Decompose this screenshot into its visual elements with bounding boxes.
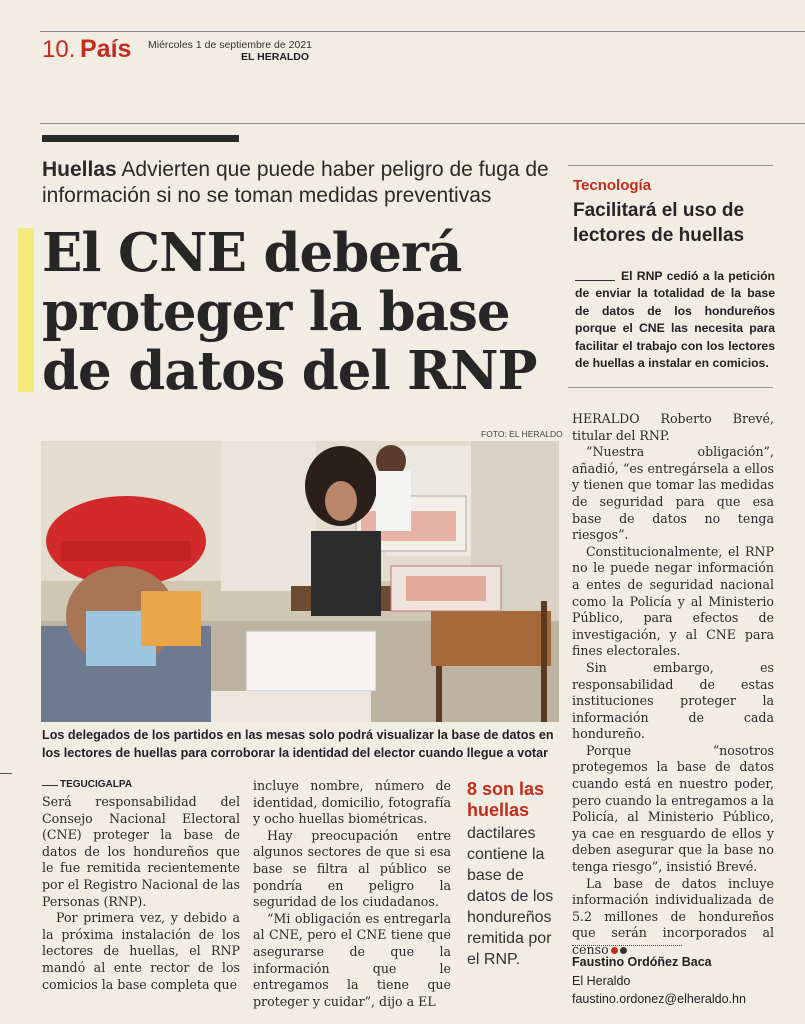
byline-divider: [572, 945, 682, 946]
highlighter-mark: [18, 228, 34, 392]
margin-mark: [0, 773, 12, 774]
section-bar: [42, 135, 239, 142]
newspaper-name: EL HERALDO: [241, 51, 310, 63]
paragraph: HERALDO Roberto Brevé, titular del RNP.: [572, 411, 774, 443]
paragraph: Sin embargo, es responsabilidad de estas instituciones proteger la información de cada hondureño.: [572, 659, 774, 742]
sidebar-lead: El RNP cedió a la petición de enviar la totalidad de la base de datos de los hondureños porque el CNE las necesita para facilitar el trabajo con los lectores de huellas a instalar en comicios.: [575, 269, 775, 371]
section-name: País: [80, 35, 132, 63]
end-mark-icon: [611, 947, 618, 954]
article-column-1: [42, 794, 240, 993]
paragraph: Constitucionalmente, el RNP no le puede negar información a entes de seguridad nacional como la Policía y al Ministerio Público, para efectos de investigación, y al CNE para fines electorales.: [572, 543, 774, 659]
sidebar-top-rule: [568, 165, 773, 166]
sidebar-title: Facilitará el uso de lectores de huellas: [573, 200, 745, 246]
photo-caption: Los delegados de los partidos en las mesas solo podrá visualizar la base de datos en los lectores de huellas para corroborar la identidad del elector cuando llegue a votar: [42, 728, 554, 760]
publication-date: Miércoles 1 de septiembre de 2021: [148, 39, 313, 51]
paragraph: incluye nombre, número de identidad, domicilio, fotografía y ocho huellas biométricas.: [253, 778, 451, 827]
sidebar-bottom-rule: [568, 387, 773, 388]
top-rule: [40, 31, 805, 32]
kicker-text: Advierten que puede haber peligro de fuga de información si no se toman medidas preventivas: [42, 158, 549, 207]
paragraph: Por primera vez, y debido a la próxima instalación de los lectores de huellas, el RNP mandó al ente rector de los comicios la base completa que: [42, 910, 240, 992]
pull-quote-title: 8 son las huellas: [467, 779, 545, 820]
paragraph: “Nuestra obligación”, añadió, “es entregársela a ellos y tienen que tomar las medidas de seguridad para que esa base de datos no tenga riesgos”.: [572, 444, 774, 543]
header-rule: [40, 123, 805, 124]
paragraph: “Mi obligación es entregarla al CNE, pero el CNE tiene que asegurarse de que la información que le entregamos la tiene que proteger y cuidar”, dijo a EL: [253, 910, 451, 1009]
page-number: 10.: [42, 36, 76, 63]
paragraph: Hay preocupación entre algunos sectores de que si esa base se filtra al público se pondría en peligro la seguridad de los ciudadanos.: [253, 827, 451, 910]
dateline-rule: [42, 785, 58, 786]
end-mark-icon: [620, 947, 627, 954]
article-column-2: [253, 778, 451, 1010]
kicker: [42, 157, 552, 209]
pull-quote-text: dactilares contiene la base de datos de los hondureños remitida por el RNP.: [467, 825, 554, 968]
author-email[interactable]: faustino.ordonez@elheraldo.hn: [572, 992, 746, 1006]
paragraph-final-text: La base de datos incluye información individualizada de 5.2 millones de hondureños que serán incorporados al censo: [572, 875, 774, 957]
author-outlet: El Heraldo: [572, 974, 631, 988]
sidebar-kicker: Tecnología: [573, 177, 652, 194]
paragraph-final: [572, 876, 774, 959]
paragraph: Será responsabilidad del Consejo Nacional Electoral (CNE) proteger la base de datos de los hondureños que le fue remitida recientemente por el Registro Nacional de las Personas (RNP).: [42, 794, 240, 909]
photo-credit: FOTO: EL HERALDO: [481, 429, 563, 439]
headline: El CNE deberá proteger la base de datos del RNP: [42, 222, 537, 402]
dateline: TEGUCIGALPA: [60, 779, 133, 790]
article-column-4: [572, 411, 774, 959]
author-name: Faustino Ordóñez Baca: [572, 955, 712, 969]
paragraph: Porque “nosotros protegemos la base de datos cuando está en nuestro poder, pero cuando la entregamos a la Policía, al Ministerio Público, ya cae en resguardo de ellos y deben asegurar que la base no tenga riesgo”, insistió Brevé.: [572, 742, 774, 875]
kicker-lead: Huellas: [42, 158, 117, 181]
article-photo: [41, 441, 559, 722]
